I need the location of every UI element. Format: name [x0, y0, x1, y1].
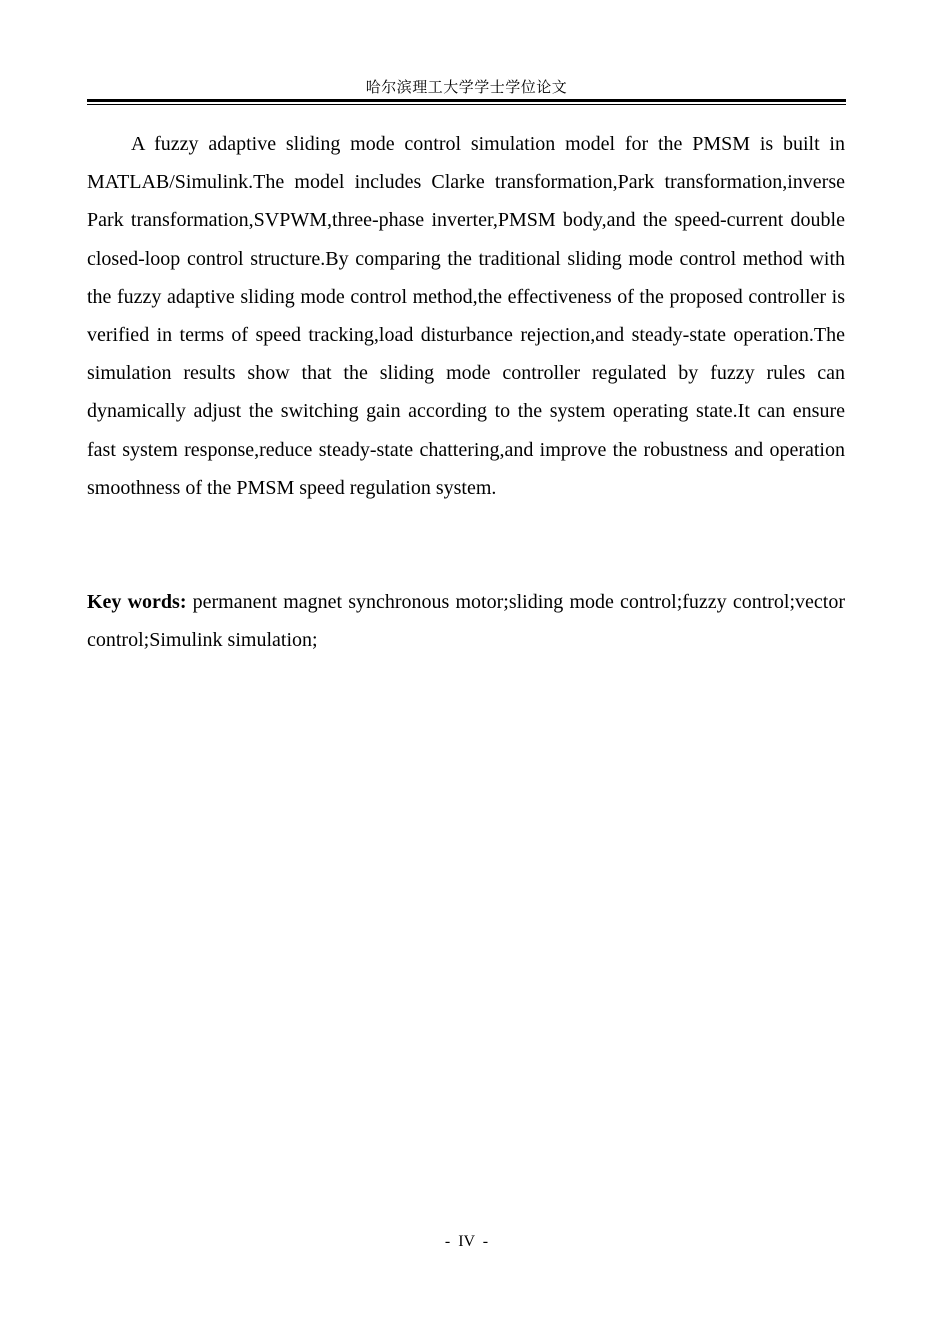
- keywords-text: permanent magnet synchronous motor;sliding mode control;fuzzy control;vector control;Simulink simulation;: [87, 591, 845, 652]
- abstract-paragraph: A fuzzy adaptive sliding mode control simulation model for the PMSM is built in MATLAB/Simulink.The model includes Clarke transformation,Park transformation,inverse Park transformation,SVPWM,three-phase inverter,PMSM body,and the speed-current double closed-loop control structure.By comparing the traditional sliding mode control method with the fuzzy adaptive sliding mode control method,the effectiveness of the proposed controller is verified in terms of speed tracking,load disturbance rejection,and steady-state operation.The simulation results show that the sliding mode controller regulated by fuzzy rules can dynamically adjust the switching gain according to the system operating state.It can ensure fast system response,reduce steady-state chattering,and improve the robustness and operation smoothness of the PMSM speed regulation system.: [87, 133, 845, 499]
- header-rule-thin: [87, 104, 846, 105]
- page-header-title: 哈尔滨理工大学学士学位论文: [365, 80, 568, 96]
- header-rule-thick: [87, 99, 846, 102]
- page-number: - IV -: [444, 1233, 489, 1250]
- keywords-label: Key words:: [87, 591, 187, 613]
- keywords-paragraph: [87, 583, 845, 659]
